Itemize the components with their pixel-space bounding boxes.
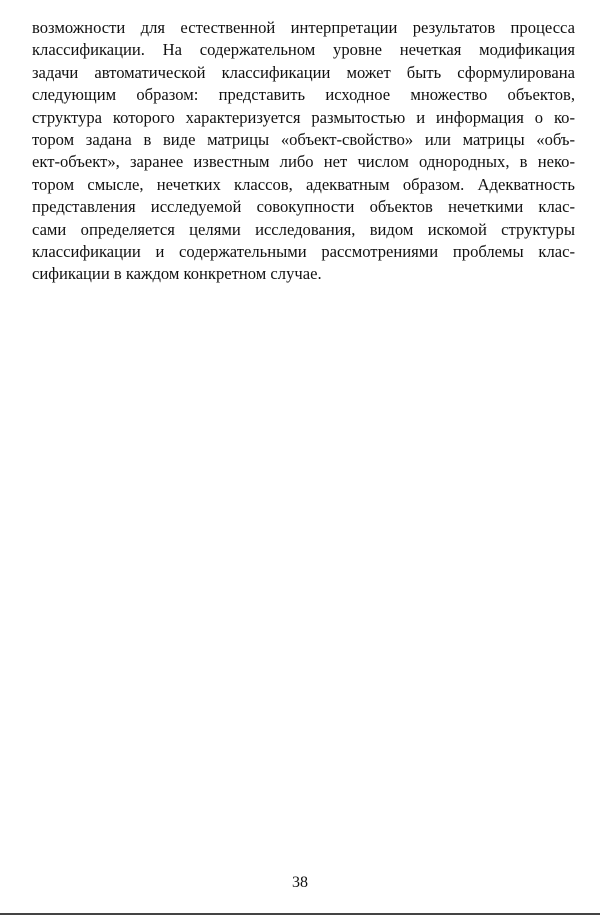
paragraph-line: сами определяется целями исследования, видом искомой структуры — [32, 219, 575, 239]
page-number: 38 — [292, 874, 308, 891]
paragraph-line: тором задана в виде матрицы «объект-свойство» или матрицы «объ- — [32, 129, 575, 149]
paragraph-line: тором смысле, нечетких классов, адекватным образом. Адекватность — [32, 174, 575, 194]
paragraph-line: ект-объект», заранее известным либо нет числом однородных, в неко- — [32, 152, 575, 172]
paragraph-line: сификации в каждом конкретном случае. — [32, 264, 322, 284]
bottom-divider — [0, 913, 600, 915]
paragraph-line: представления исследуемой совокупности объектов нечеткими клас- — [32, 197, 575, 217]
paragraph — [32, 17, 575, 286]
paragraph-line: возможности для естественной интерпретации результатов процесса — [32, 18, 575, 37]
paragraph-line: следующим образом: представить исходное множество объектов, — [32, 85, 575, 105]
paragraph-line: классификации и содержательными рассмотрениями проблемы клас- — [32, 241, 575, 261]
paragraph-line: структура которого характеризуется размытостью и информация о ко- — [32, 107, 575, 127]
paragraph-line: классификации. На содержательном уровне нечеткая модификация — [32, 40, 575, 60]
paragraph-line: задачи автоматической классификации может быть сформулирована — [32, 62, 575, 82]
